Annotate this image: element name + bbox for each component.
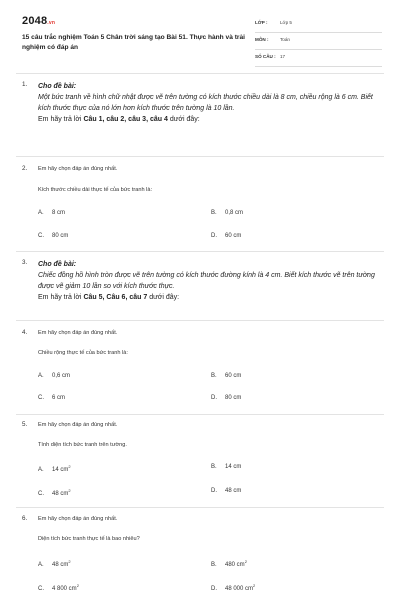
divider bbox=[16, 251, 384, 252]
meta-row-class bbox=[255, 16, 382, 33]
option-c[interactable] bbox=[38, 232, 68, 240]
meta-value: Lớp 5 bbox=[280, 20, 292, 25]
option-superscript: 2 bbox=[68, 559, 71, 564]
option-letter: B. bbox=[211, 373, 217, 379]
question-context bbox=[38, 259, 378, 303]
instruction-text: Em hãy trả lời bbox=[38, 294, 84, 301]
site-logo[interactable] bbox=[22, 15, 55, 27]
question-block-3 bbox=[22, 259, 378, 319]
option-text: 48 cm bbox=[52, 562, 69, 568]
meta-panel bbox=[255, 16, 382, 67]
context-instruction bbox=[38, 114, 378, 125]
question-block-6 bbox=[22, 515, 378, 597]
option-a[interactable] bbox=[38, 209, 65, 217]
option-b[interactable] bbox=[211, 209, 243, 217]
question-text: Tính diện tích bức tranh trên tường. bbox=[38, 442, 127, 448]
option-letter: C. bbox=[38, 395, 44, 401]
question-context bbox=[38, 81, 378, 125]
option-letter: A. bbox=[38, 210, 44, 216]
option-b[interactable] bbox=[211, 558, 247, 569]
instruction-bold: Câu 1, câu 2, câu 3, câu 4 bbox=[83, 116, 168, 123]
question-text: Kích thước chiều dài thực tế của bức tranh là: bbox=[38, 187, 153, 193]
question-block-2 bbox=[22, 165, 378, 247]
option-text: 48 cm bbox=[52, 491, 69, 497]
question-number: 1. bbox=[22, 81, 28, 88]
option-letter: D. bbox=[211, 488, 217, 494]
context-body: Chiếc đồng hồ hình tròn được vẽ trên tường có kích thước đường kính là 4 cm. Biết kích thước vẽ trên tường được vẽ giảm 10 lần so với kích thước thực. bbox=[38, 272, 375, 290]
option-text: 80 cm bbox=[52, 233, 69, 239]
option-superscript: 2 bbox=[244, 559, 247, 564]
option-letter: B. bbox=[211, 210, 217, 216]
question-prompt bbox=[38, 165, 378, 173]
question-prompt bbox=[38, 329, 378, 337]
option-d[interactable] bbox=[211, 487, 241, 495]
divider bbox=[16, 73, 384, 74]
question-prompt bbox=[38, 515, 378, 523]
meta-label: MÔN : bbox=[255, 37, 269, 42]
prompt-text: Em hãy chọn đáp án đúng nhất. bbox=[38, 422, 118, 428]
question-number: 4. bbox=[22, 329, 28, 336]
option-text: 48 000 cm bbox=[225, 586, 254, 592]
question-block-5 bbox=[22, 421, 378, 503]
option-text: 14 cm bbox=[52, 467, 69, 473]
option-superscript: 2 bbox=[253, 583, 256, 588]
option-text: 80 cm bbox=[225, 395, 242, 401]
option-c[interactable] bbox=[38, 394, 65, 402]
logo-tld: .vn bbox=[47, 20, 56, 26]
prompt-text: Em hãy chọn đáp án đúng nhất. bbox=[38, 330, 118, 336]
option-text: 6 cm bbox=[52, 395, 66, 401]
instruction-text: dưới đây: bbox=[167, 116, 200, 123]
option-text: 48 cm bbox=[225, 488, 242, 494]
option-letter: A. bbox=[38, 373, 44, 379]
option-superscript: 2 bbox=[68, 488, 71, 493]
question-block-1 bbox=[22, 81, 378, 151]
question-number: 2. bbox=[22, 165, 28, 172]
option-text: 480 cm bbox=[225, 562, 245, 568]
divider bbox=[16, 320, 384, 321]
question-text: Chiều rộng thực tế của bức tranh là: bbox=[38, 350, 128, 356]
meta-value: Toán bbox=[280, 37, 290, 42]
meta-label: LỚP : bbox=[255, 20, 268, 25]
option-a[interactable] bbox=[38, 558, 71, 569]
logo-text: 2048 bbox=[22, 15, 48, 27]
document-header bbox=[22, 14, 382, 66]
option-letter: D. bbox=[211, 233, 217, 239]
option-letter: C. bbox=[38, 233, 44, 239]
option-c[interactable] bbox=[38, 487, 71, 498]
document-title: 15 câu trắc nghiệm Toán 5 Chân trời sáng tạo Bài 51. Thực hành và trải nghiệm có đáp án bbox=[22, 34, 245, 51]
context-title: Cho đề bài: bbox=[38, 261, 77, 268]
question-text: Diện tích bức tranh thực tế là bao nhiêu? bbox=[38, 536, 140, 542]
option-d[interactable] bbox=[211, 394, 241, 402]
option-a[interactable] bbox=[38, 463, 71, 474]
option-letter: D. bbox=[211, 586, 217, 592]
option-text: 8 cm bbox=[52, 210, 66, 216]
meta-label: SỐ CÂU : bbox=[255, 54, 276, 59]
instruction-bold: Câu 5, Câu 6, câu 7 bbox=[83, 294, 148, 301]
context-body: Một bức tranh về hình chữ nhật được vẽ trên tường có kích thước chiều dài là 8 cm, chiều rộng là 6 cm. Biết kích thước thực của nó lớn hơn kích thước trên tường là 10 lần. bbox=[38, 94, 373, 112]
option-b[interactable] bbox=[211, 463, 241, 471]
divider bbox=[16, 156, 384, 157]
option-text: 4 800 cm bbox=[52, 586, 77, 592]
option-text: 60 cm bbox=[225, 233, 242, 239]
meta-row-subject bbox=[255, 33, 382, 50]
option-letter: B. bbox=[211, 562, 217, 568]
option-d[interactable] bbox=[211, 232, 241, 240]
question-number: 6. bbox=[22, 515, 28, 522]
option-a[interactable] bbox=[38, 372, 70, 380]
option-text: 0,6 cm bbox=[52, 373, 71, 379]
option-letter: A. bbox=[38, 562, 44, 568]
option-letter: A. bbox=[38, 467, 44, 473]
question-number: 5. bbox=[22, 421, 28, 428]
divider bbox=[16, 414, 384, 415]
option-letter: C. bbox=[38, 586, 44, 592]
option-text: 14 cm bbox=[225, 464, 242, 470]
prompt-text: Em hãy chọn đáp án đúng nhất. bbox=[38, 516, 118, 522]
option-c[interactable] bbox=[38, 582, 79, 593]
question-number: 3. bbox=[22, 259, 28, 266]
divider bbox=[16, 507, 384, 508]
instruction-text: Em hãy trả lời bbox=[38, 116, 84, 123]
option-letter: B. bbox=[211, 464, 217, 470]
option-superscript: 2 bbox=[68, 464, 71, 469]
meta-row-count bbox=[255, 50, 382, 67]
context-instruction bbox=[38, 292, 378, 303]
option-letter: D. bbox=[211, 395, 217, 401]
option-d[interactable] bbox=[211, 582, 255, 593]
instruction-text: dưới đây: bbox=[147, 294, 180, 301]
option-letter: C. bbox=[38, 491, 44, 497]
meta-value: 17 bbox=[280, 54, 286, 59]
option-b[interactable] bbox=[211, 372, 241, 380]
option-text: 0,8 cm bbox=[225, 210, 244, 216]
context-title: Cho đề bài: bbox=[38, 83, 77, 90]
prompt-text: Em hãy chọn đáp án đúng nhất. bbox=[38, 166, 118, 172]
option-superscript: 2 bbox=[76, 583, 79, 588]
option-text: 60 cm bbox=[225, 373, 242, 379]
question-block-4 bbox=[22, 329, 378, 411]
question-prompt bbox=[38, 421, 378, 429]
